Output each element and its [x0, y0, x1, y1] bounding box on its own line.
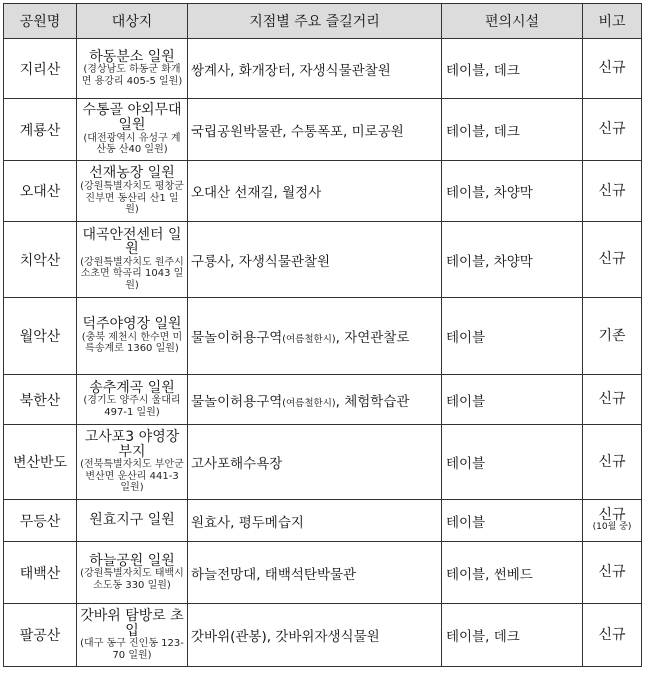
table-row [4, 222, 642, 298]
activity-text: 국립공원박물관, 수통폭포, 미로공원 [191, 123, 404, 140]
table-row [4, 542, 642, 604]
activity-text: 고사포해수욕장 [191, 456, 283, 472]
table-row [4, 161, 642, 222]
note-text: 신규 [598, 626, 626, 643]
facility-cell: 테이블, 썬베드 [442, 542, 583, 604]
facility-cell: 테이블, 데크 [442, 99, 583, 161]
park-name: 태백산 [4, 542, 77, 604]
activity-cell [188, 99, 442, 161]
site-cell [77, 425, 188, 500]
note-cell [583, 222, 642, 298]
note-cell [583, 99, 642, 161]
activity-text: 오대산 선재길, 월정사 [191, 185, 322, 201]
park-name: 치악산 [4, 222, 77, 298]
activity-text: 물놀이허용구역 [191, 330, 283, 346]
site-name: 선재농장 일원 [89, 165, 175, 182]
site-address: (강원특별자치도 태백시 소도동 330 일원) [80, 568, 184, 591]
site-name: 하동분소 일원 [89, 48, 175, 65]
activity-cell [188, 604, 442, 667]
park-name: 지리산 [4, 39, 77, 99]
activity-text: 갓바위(관봉), 갓바위자생식물원 [191, 629, 380, 645]
header-row [4, 4, 642, 39]
activity-cell [188, 222, 442, 298]
note-text: 신규 [598, 391, 626, 408]
activity-text-rest: , 자연관찰로 [335, 330, 410, 346]
table-row [4, 425, 642, 500]
activity-cell [188, 161, 442, 222]
header-facilities: 편의시설 [442, 4, 583, 39]
note-text: 기존 [598, 327, 626, 344]
note-text: 신규 [598, 121, 626, 138]
table-row [4, 39, 642, 99]
facility-cell: 테이블 [442, 298, 583, 375]
park-table [3, 3, 642, 667]
note-text: 신규 [598, 60, 626, 77]
activity-note: (여름철한시) [282, 334, 336, 345]
park-name: 월악산 [4, 298, 77, 375]
note-cell [583, 425, 642, 500]
site-name: 수통골 야외무대 일원 [82, 102, 182, 133]
activity-note: (여름철한시) [282, 397, 336, 409]
activity-cell [188, 542, 442, 604]
site-cell [77, 39, 188, 99]
site-name: 대곡안전센터 일원 [82, 226, 182, 258]
activity-cell [188, 39, 442, 99]
site-address: (충북 제천시 한수면 미륵송계로 1360 일원) [81, 331, 183, 355]
activity-cell [188, 500, 442, 542]
activity-text: 물놀이허용구역 [191, 393, 283, 410]
table-row [4, 375, 642, 425]
facility-cell: 테이블 [442, 500, 583, 542]
header-site: 대상지 [77, 4, 188, 39]
note-cell [583, 500, 642, 542]
note-cell [583, 375, 642, 425]
activity-text-rest: , 체험학습관 [335, 393, 410, 410]
facility-cell: 테이블, 데크 [442, 604, 583, 667]
note-text: 신규 [598, 453, 626, 470]
site-cell [77, 604, 188, 667]
activity-text: 하늘전망대, 태백석탄박물관 [191, 566, 357, 583]
table-row [4, 500, 642, 542]
site-cell [77, 161, 188, 222]
note-cell [583, 39, 642, 99]
note-text: 신규 [598, 182, 626, 199]
note-cell [583, 298, 642, 375]
site-address: (전북특별자치도 부안군 변산면 운산리 441-3 일원) [80, 459, 184, 494]
activity-cell [188, 375, 442, 425]
facility-cell: 테이블, 데크 [442, 39, 583, 99]
site-address: (강원특별자치도 원주시 소초면 학곡리 1043 일원) [80, 256, 184, 291]
facility-cell: 테이블 [442, 425, 583, 500]
park-name: 변산반도 [4, 425, 77, 500]
site-address: (강원특별자치도 평창군 진부면 동산리 산1 일원) [80, 181, 184, 216]
activity-text: 쌍계사, 화개장터, 자생식물관찰원 [191, 62, 391, 79]
site-address: (경상남도 하동군 화개면 용강리 405-5 일원) [81, 64, 183, 87]
facility-cell: 테이블 [442, 375, 583, 425]
site-cell [77, 298, 188, 375]
site-cell [77, 375, 188, 425]
site-cell [77, 99, 188, 161]
note-cell [583, 161, 642, 222]
site-name: 원효지구 일원 [89, 512, 175, 529]
facility-cell: 테이블, 차양막 [442, 222, 583, 298]
note-text: 신규 [598, 564, 626, 581]
table-row [4, 99, 642, 161]
site-name: 갓바위 탐방로 초입 [80, 607, 184, 639]
site-name: 하늘공원 일원 [89, 552, 175, 569]
facility-cell: 테이블, 차양막 [442, 161, 583, 222]
header-activities: 지점별 주요 즐길거리 [188, 4, 442, 39]
site-address: (경기도 양주시 울대리 497-1 일원) [83, 395, 181, 418]
park-name: 팔공산 [4, 604, 77, 667]
table-row [4, 604, 642, 667]
table-row [4, 298, 642, 375]
site-cell [77, 500, 188, 542]
park-name: 무등산 [4, 500, 77, 542]
activity-text: 원효사, 평두메습지 [191, 514, 304, 531]
site-cell [77, 542, 188, 604]
site-address: (대전광역시 유성구 계산동 산40 일원) [83, 132, 181, 156]
header-park: 공원명 [4, 4, 77, 39]
park-name: 오대산 [4, 161, 77, 222]
note-cell [583, 604, 642, 667]
park-name: 북한산 [4, 375, 77, 425]
activity-text: 구룡사, 자생식물관찰원 [191, 253, 330, 270]
activity-cell [188, 298, 442, 375]
site-name: 고사포3 야영장 부지 [84, 429, 180, 460]
site-cell [77, 222, 188, 298]
site-address: (대구 동구 진인동 123-70 일원) [80, 638, 184, 661]
activity-cell [188, 425, 442, 500]
header-note: 비고 [583, 4, 642, 39]
site-name: 송추계곡 일원 [89, 379, 175, 396]
note-sub: (10월 중) [592, 522, 632, 533]
park-name: 계룡산 [4, 99, 77, 161]
note-cell [583, 542, 642, 604]
note-text: 신규 [598, 251, 626, 268]
note-text: 신규 [598, 507, 626, 524]
site-name: 덕주야영장 일원 [82, 316, 182, 333]
